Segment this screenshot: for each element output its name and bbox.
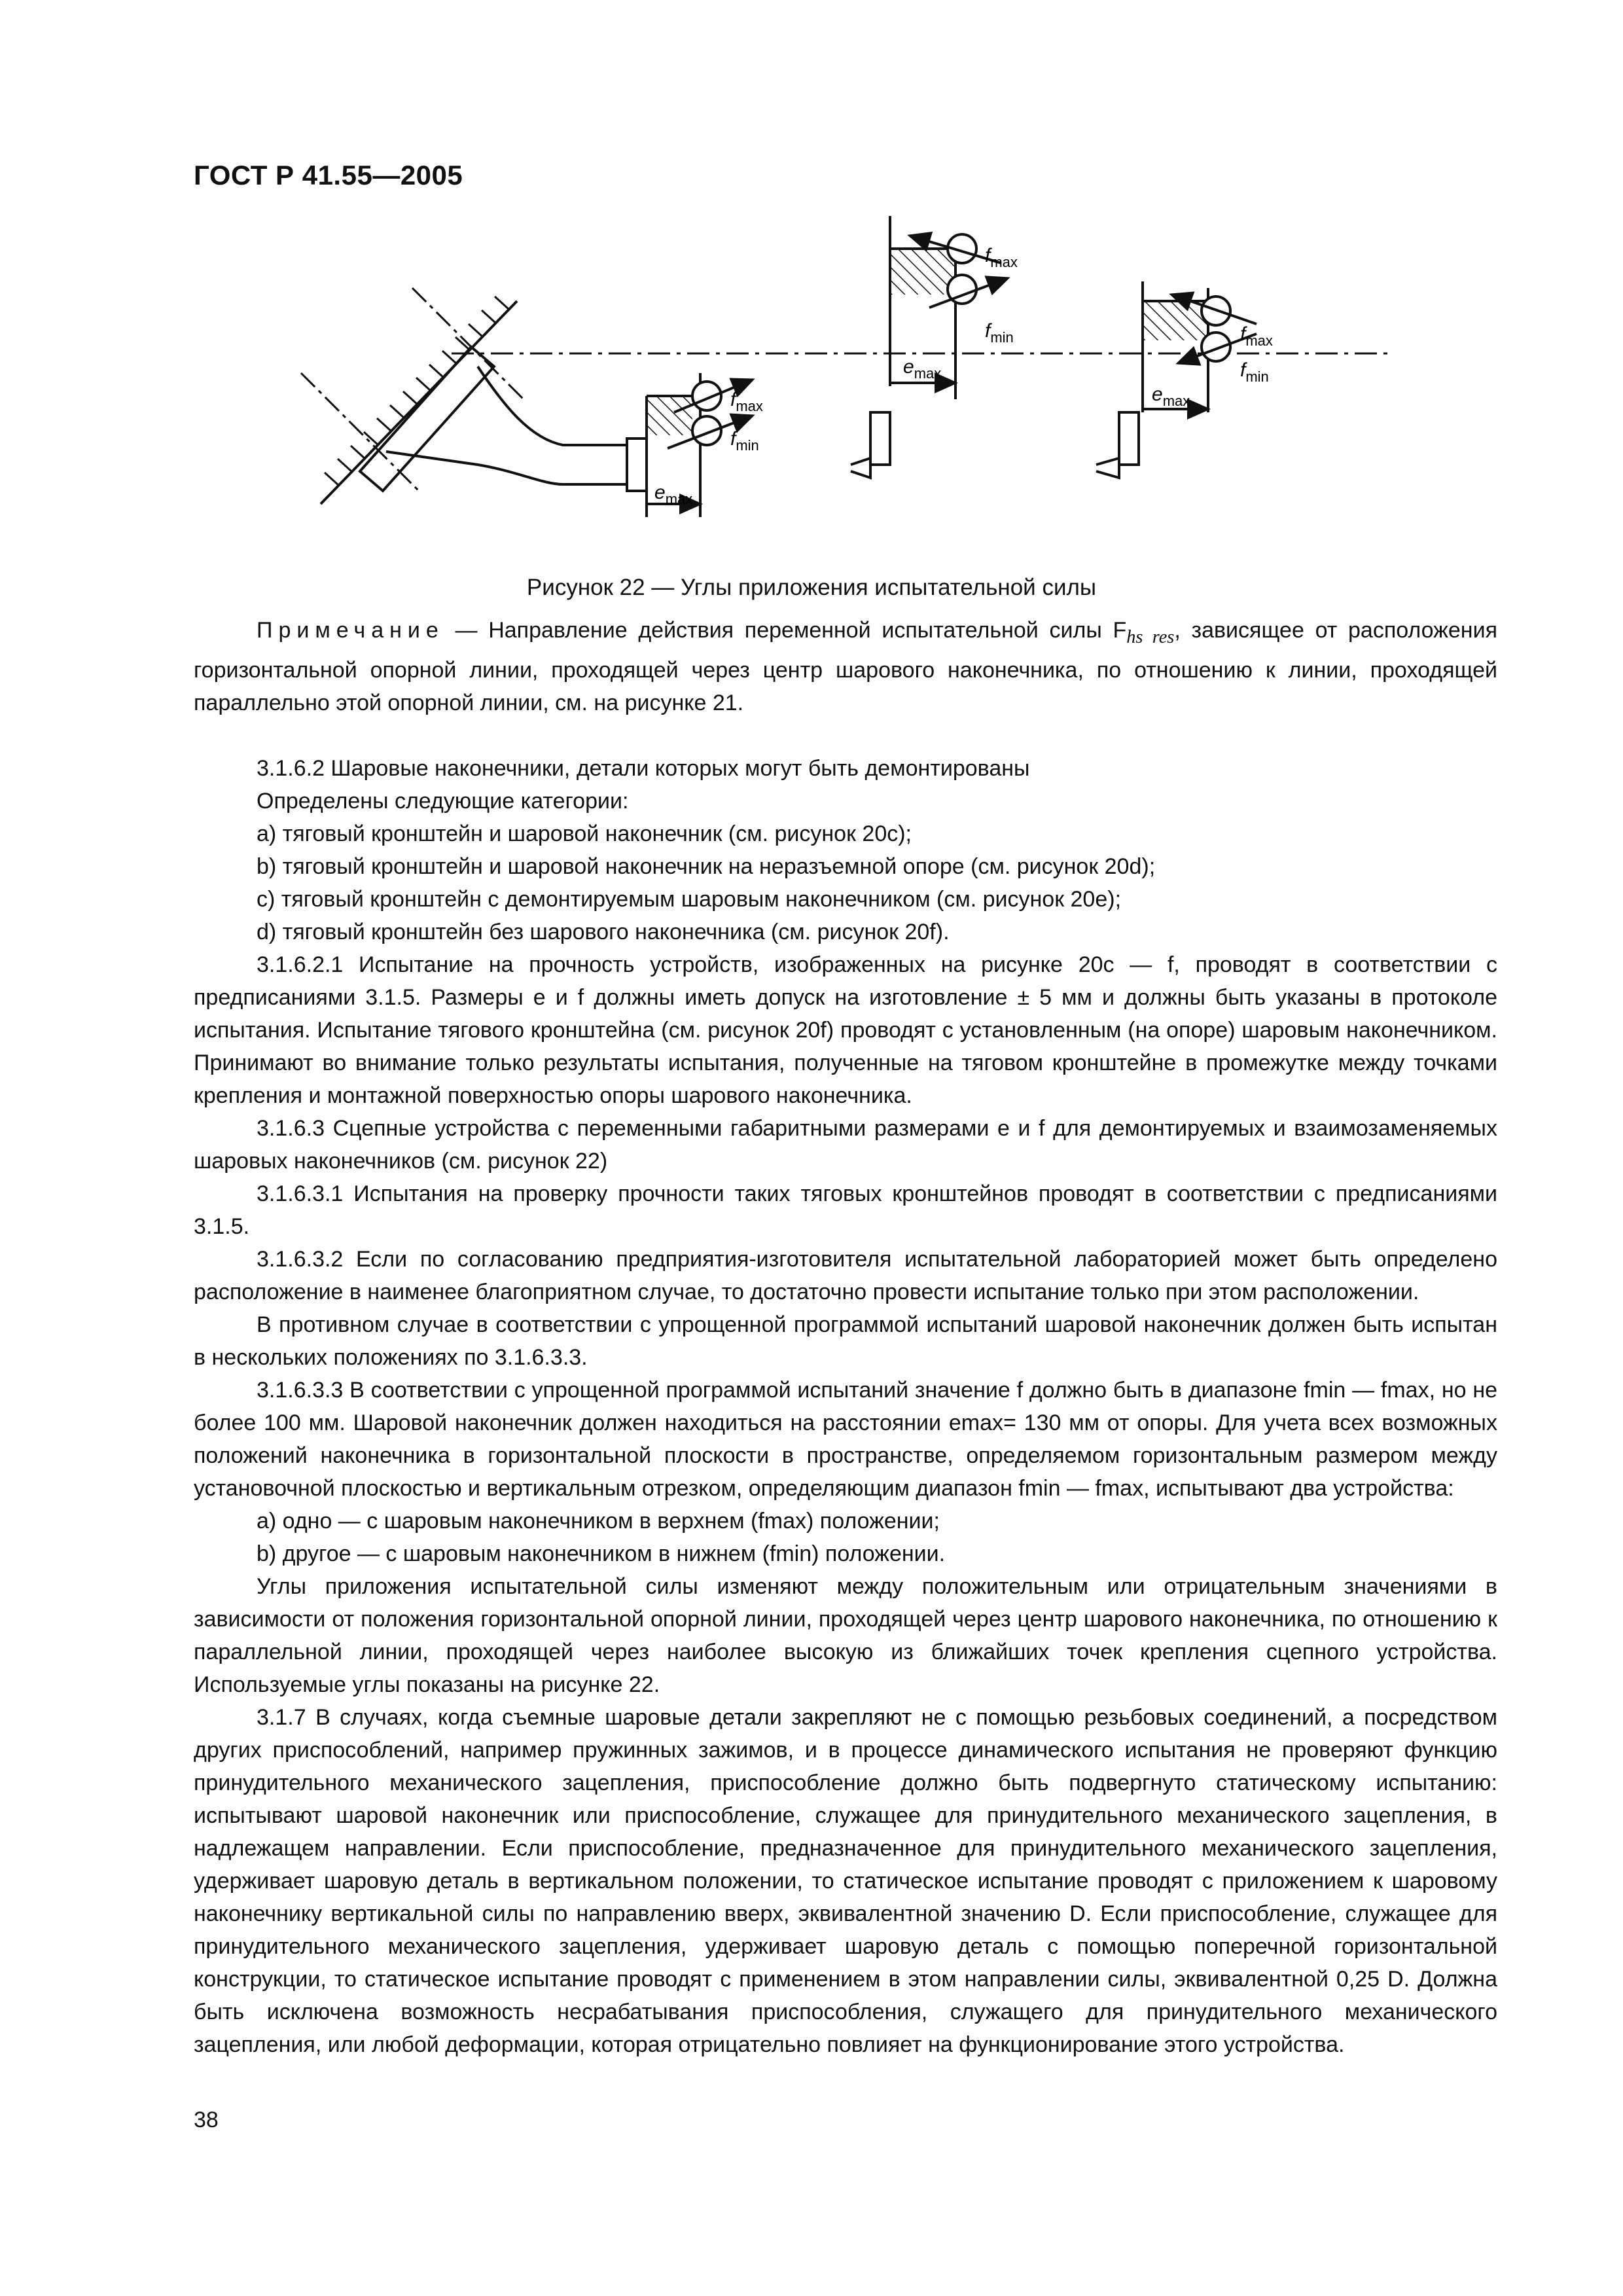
document-header: ГОСТ Р 41.55—2005 <box>194 160 463 190</box>
note-label: Примечание <box>257 618 444 643</box>
body-text <box>194 614 1497 2061</box>
list-item-c: c) тяговый кронштейн с демонтируемым шаровым наконечником (см. рисунок 20e); <box>257 886 1122 912</box>
label-emax-2: $e_{max}$ <box>903 356 942 382</box>
paragraph-3-1-7: 3.1.7 В случаях, когда съемные шаровые детали закрепляют не с помощью резьбовых соединений, а посредством других приспособлений, например пружинных зажимов, и в процессе динамического испытания не проверяют функцию принудительного механического зацепления, приспособление должно быть подвергнуто статическому испытанию: испытывают шаровой наконечник или приспособление, служащее для принудительного механического зацепления, в надлежащем направлении. Если приспособление, предназначенное для принудительного механического зацепления, удерживает шаровую деталь в вертикальном положении, то статическое испытание проводят с приложением к шаровому наконечнику вертикальной силы по направлению вверх, эквивалентной значению D. Если приспособление, служащее для принудительного механического зацепления, удерживает шаровую деталь с помощью поперечной горизонтальной конструкции, то статическое испытание проводят с применением в этом направлении силы, эквивалентной 0,25 D. Должна быть исключена возможность несрабатывания приспособления, служащего для принудительного механического зацепления, или любой деформации, которая отрицательно повлияет на функционирование этого устройства. <box>194 1704 1497 2057</box>
label-fmax-3: $f_{max}$ <box>1240 323 1273 349</box>
figure-caption: Рисунок 22 — Углы приложения испытательной силы <box>526 575 1097 600</box>
label-fmax-1: $f_{max}$ <box>730 389 763 414</box>
note-subscript: hs res <box>1126 626 1175 647</box>
label-fmin-2: $f_{min}$ <box>985 320 1014 346</box>
list-item-a: a) тяговый кронштейн и шаровой наконечник (см. рисунок 20c); <box>257 821 912 846</box>
assembly-2 <box>851 216 1008 478</box>
note-text-a: — Направление действия переменной испытательной силы F <box>444 618 1127 643</box>
paragraph-3-1-6-2-1: 3.1.6.2.1 Испытание на прочность устройств, изображенных на рисунке 20c — f, проводят в соответствии с предписаниями 3.1.5. Размеры e и f должны иметь допуск на изготовление ± 5 мм и должны быть указаны в протоколе испытания. Испытание тягового кронштейна (см. рисунок 20f) проводят с установленным (на опоре) шаровым наконечником. Принимают во внимание только результаты испытания, полученные на тяговом кронштейне в промежутке между точками крепления и монтажной поверхностью опоры шарового наконечника. <box>194 952 1497 1108</box>
note <box>194 614 1497 719</box>
assembly-3 <box>1096 281 1257 478</box>
label-fmin-3: $f_{min}$ <box>1240 359 1269 385</box>
paragraph-categories: Определены следующие категории: <box>257 788 629 814</box>
page-number: 38 <box>194 2108 219 2132</box>
label-fmax-2: $f_{max}$ <box>985 245 1018 270</box>
paragraph-3-1-6-3-1: 3.1.6.3.1 Испытания на проверку прочности таких тяговых кронштейнов проводят в соответствии с предписаниями 3.1.5. <box>194 1181 1497 1239</box>
paragraph-3-1-6-3-3: 3.1.6.3.3 В соответствии с упрощенной программой испытаний значение f должно быть в диапазоне fmin — fmax, но не более 100 мм. Шаровой наконечник должен находиться на расстоянии emax= 130 мм от опоры. Для учета всех возможных положений наконечника в горизонтальной плоскости в пространстве, определяемом горизонтальным размером между установочной плоскостью и вертикальным отрезком, определяющим диапазон fmin — fmax, испытывают два устройства: <box>194 1377 1497 1501</box>
paragraph-angles: Углы приложения испытательной силы изменяют между положительным или отрицательным значениями в зависимости от положения горизонтальной опорной линии, проходящей через центр шарового наконечника, по отношению к параллельной линии, проходящей через наиболее высокую из ближайших точек крепления сцепного устройства. Используемые углы показаны на рисунке 22. <box>194 1573 1497 1697</box>
list-item-other: b) другое — с шаровым наконечником в нижнем (fmin) положении. <box>257 1541 946 1566</box>
list-item-one: a) одно — с шаровым наконечником в верхнем (fmax) положении; <box>257 1508 940 1534</box>
paragraph-3-1-6-2: 3.1.6.2 Шаровые наконечники, детали которых могут быть демонтированы <box>257 755 1030 781</box>
label-emax-3: $e_{max}$ <box>1152 384 1190 409</box>
list-item-b: b) тяговый кронштейн и шаровой наконечник на неразъемной опоре (см. рисунок 20d); <box>257 853 1156 879</box>
figure-22-drawing <box>281 216 1433 576</box>
paragraph-3-1-6-3-2: 3.1.6.3.2 Если по согласованию предприятия-изготовителя испытательной лабораторией может быть определено расположение в наименее благоприятном случае, то достаточно провести испытание только при этом расположении. <box>194 1246 1497 1304</box>
label-fmin-1: $f_{min}$ <box>730 428 759 454</box>
note-text-b: , зависящее от расположения горизонтальной опорной линии, проходящей через центр шарового наконечника, по отношению к линии, проходящей параллельно этой опорной линии, см. на рисунке 21. <box>194 618 1497 715</box>
support-wall <box>301 288 524 504</box>
paragraph-otherwise: В противном случае в соответствии с упрощенной программой испытаний шаровой наконечник должен быть испытан в нескольких положениях по 3.1.6.3.3. <box>194 1312 1497 1370</box>
paragraph-3-1-6-3: 3.1.6.3 Сцепные устройства с переменными габаритными размерами e и f для демонтируемых и взаимозаменяемых шаровых наконечников (см. рисунок 22) <box>194 1115 1497 1174</box>
label-emax-1: $e_{max}$ <box>654 482 693 507</box>
list-item-d: d) тяговый кронштейн без шарового наконечника (см. рисунок 20f). <box>257 919 950 944</box>
